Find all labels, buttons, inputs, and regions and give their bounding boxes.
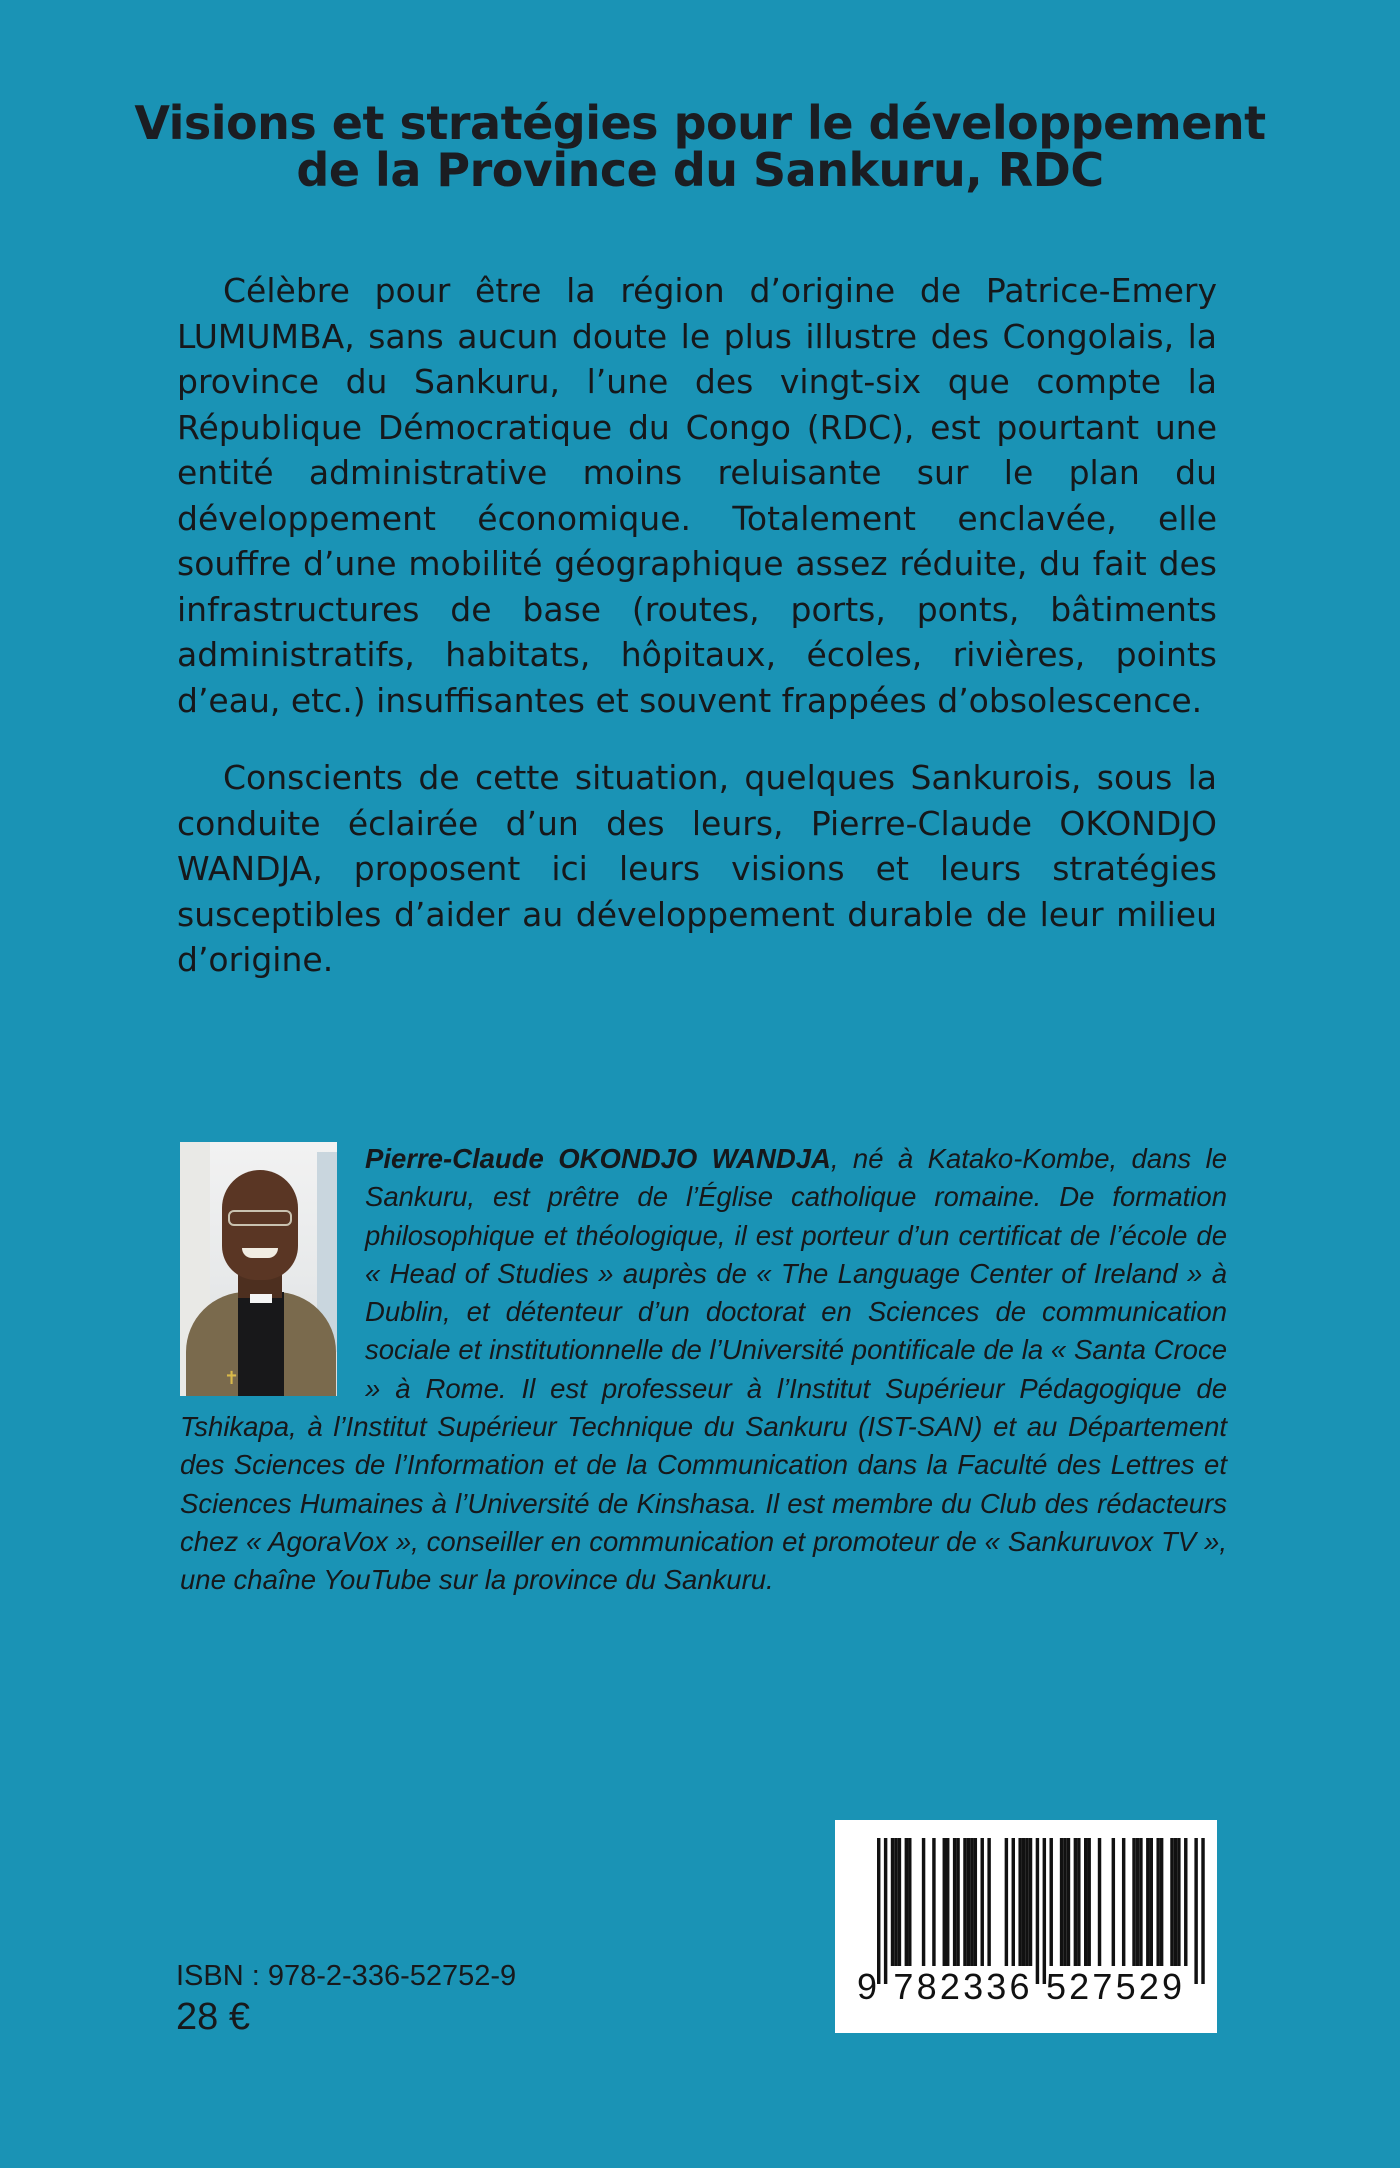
barcode-bar — [1029, 1838, 1032, 1966]
barcode-bar — [877, 1838, 880, 1984]
barcode-bar — [987, 1838, 990, 1966]
barcode-bar — [891, 1838, 894, 1966]
barcode-bar — [1084, 1838, 1087, 1966]
barcode-bar — [1077, 1838, 1080, 1966]
barcode-bar — [1136, 1838, 1139, 1966]
barcode-bar — [967, 1838, 970, 1966]
barcode-bar — [970, 1838, 973, 1966]
barcode-bar — [1022, 1838, 1025, 1966]
book-summary — [177, 268, 1217, 1015]
barcode-bar — [953, 1838, 956, 1966]
barcode-bar — [943, 1838, 946, 1966]
barcode-bar — [1018, 1838, 1021, 1966]
barcode-bar — [1170, 1838, 1173, 1966]
barcode-bar — [1050, 1838, 1053, 1966]
barcode-bar — [894, 1838, 897, 1966]
title-line-1: Visions et stratégies pour le développement — [134, 96, 1266, 150]
barcode — [835, 1820, 1217, 2033]
barcode-bar — [1063, 1838, 1066, 1966]
barcode-bar — [1174, 1838, 1177, 1966]
barcode-bar — [1156, 1838, 1159, 1966]
barcode-bar — [908, 1838, 911, 1966]
book-title — [120, 96, 1280, 197]
barcode-bar — [1067, 1838, 1070, 1966]
isbn: ISBN : 978-2-336-52752-9 — [176, 1960, 517, 1992]
barcode-bar — [1060, 1838, 1063, 1966]
barcode-bar — [1012, 1838, 1015, 1966]
author-photo — [180, 1142, 337, 1396]
barcode-bar — [1074, 1838, 1077, 1966]
barcode-bar — [1160, 1838, 1163, 1966]
cross-pin-icon: ✝ — [224, 1368, 240, 1389]
barcode-bar — [956, 1838, 959, 1966]
barcode-bar — [898, 1838, 901, 1966]
barcode-bar — [1201, 1838, 1204, 1984]
barcode-bar — [1025, 1838, 1028, 1966]
author-bio-text: , né à Katako-Kombe, dans le Sankuru, est prêtre de l’Église catholique romaine. De formation philosophique et théologique, il est porteur d’un certificat de l’école de « Head of Studies » auprès de « The Language Center of Ireland » à Dublin, et détenteur d’un doctorat en Sciences de communication sociale et institutionnelle de l’Université pontificale de la « Santa Croce » à Rome. Il est professeur à l’Institut Supérieur Pédagogique de Tshikapa, à l’Institut Supérieur Technique du Sankuru (IST-SAN) et au Département des Sciences de l’Information et de la Communication dans la Faculté des Lettres et Sciences Humaines à l’Université de Kinshasa. Il est membre du Club des rédacteurs chez « AgoraVox », conseiller en communication et promoteur de « Sankuruvox TV », une chaîne YouTube sur la province du Sankuru. — [180, 1143, 1227, 1596]
barcode-bar — [1098, 1838, 1101, 1966]
barcode-bar — [932, 1838, 935, 1966]
barcode-bar — [974, 1838, 977, 1966]
barcode-bar — [884, 1838, 887, 1984]
barcode-bar — [1184, 1838, 1187, 1966]
barcode-bar — [1112, 1838, 1115, 1966]
price: 28 € — [176, 1996, 250, 2038]
barcode-bar — [963, 1838, 966, 1966]
barcode-bar — [981, 1838, 984, 1966]
barcode-bar — [1087, 1838, 1090, 1966]
author-name: Pierre-Claude OKONDJO WANDJA — [365, 1143, 831, 1174]
barcode-bar — [1122, 1838, 1125, 1966]
barcode-bar — [1132, 1838, 1135, 1966]
barcode-bar — [1043, 1838, 1046, 1984]
barcode-digits: 9 782336 527529 — [857, 1966, 1186, 2007]
barcode-bar — [1036, 1838, 1039, 1984]
barcode-bar — [1146, 1838, 1149, 1966]
author-bio-section — [180, 1140, 1227, 1600]
barcode-bar — [946, 1838, 949, 1966]
barcode-bar — [1005, 1838, 1008, 1966]
summary-paragraph-1: Célèbre pour être la région d’origine de Patrice-Emery LUMUMBA, sans aucun doute le plus illustre des Congolais, la province du Sankuru, l’une des vingt-six que compte la République Démocratique du Congo (RDC), est pourtant une entité administrative moins reluisante sur le plan du développement économique. Totalement enclavée, elle souffre d’une mobilité géographique assez réduite, du fait des infrastructures de base (routes, ports, ponts, bâtiments administratifs, habitats, hôpitaux, écoles, rivières, points d’eau, etc.) insuffisantes et souvent frappées d’obsolescence. — [177, 271, 1217, 720]
barcode-bar — [1139, 1838, 1142, 1966]
title-line-2: de la Province du Sankuru, RDC — [296, 143, 1104, 197]
summary-paragraph-2: Conscients de cette situation, quelques Sankurois, sous la conduite éclairée d’un des leurs, Pierre-Claude OKONDJO WANDJA, proposent ici leurs visions et leurs stratégies susceptibles d’aider au développement durable de leur milieu d’origine. — [177, 758, 1217, 979]
barcode-bar — [905, 1838, 908, 1966]
barcode-bar — [1150, 1838, 1153, 1966]
barcode-bar — [922, 1838, 925, 1966]
barcode-bar — [1194, 1838, 1197, 1984]
barcode-bar — [1177, 1838, 1180, 1966]
